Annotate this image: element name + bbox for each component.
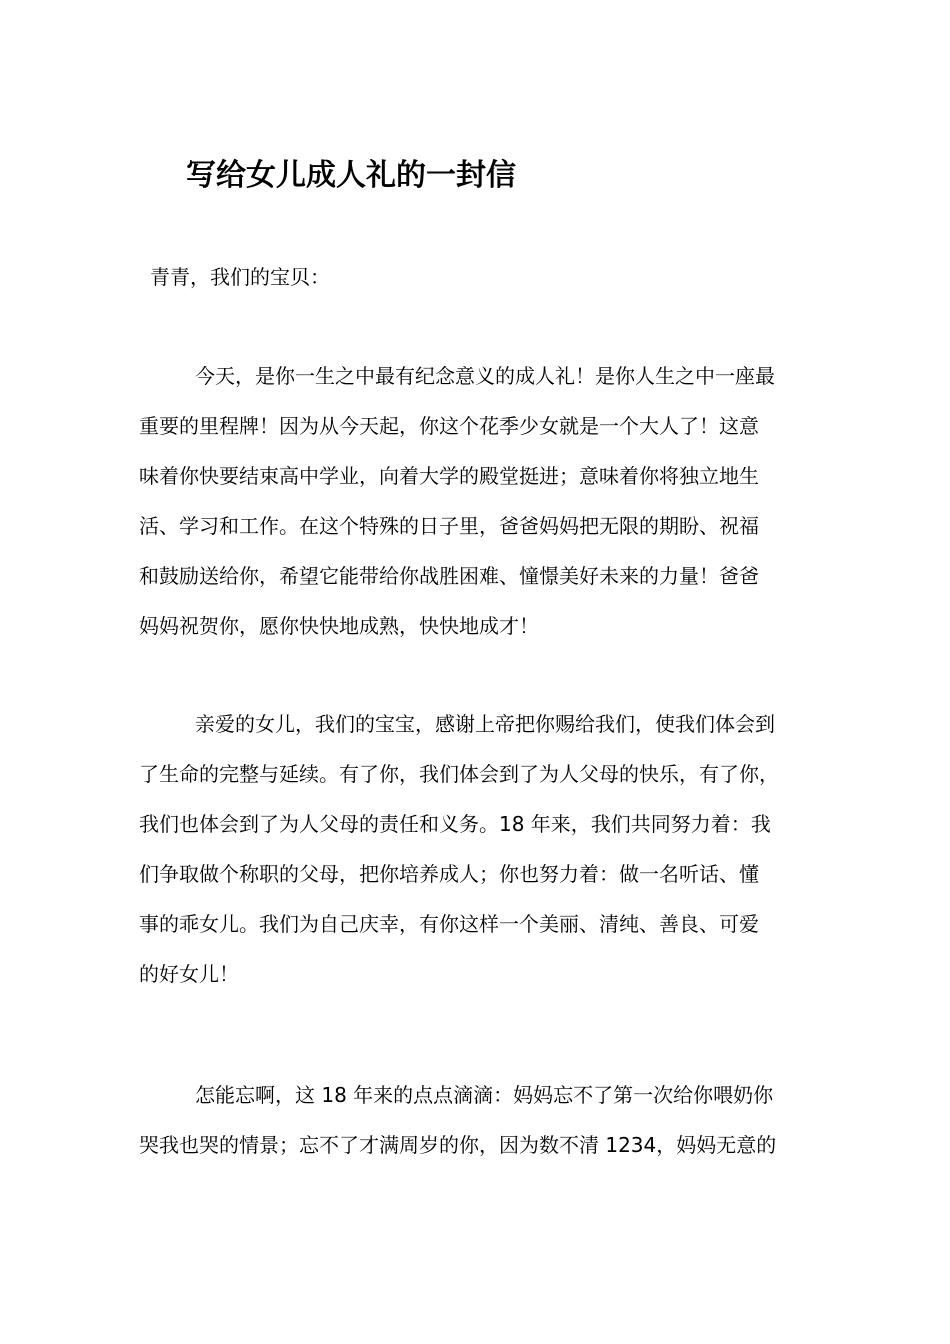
paragraph-2-line-3: 我们也体会到了为人父母的责任和义务。18 年来，我们共同努力着：我 bbox=[139, 812, 771, 836]
paragraph-3-line-2: 哭我也哭的情景；忘不了才满周岁的你，因为数不清 1234，妈妈无意的 bbox=[139, 1133, 777, 1157]
paragraph-3-line-1: 怎能忘啊，这 18 年来的点点滴滴：妈妈忘不了第一次给你喂奶你 bbox=[195, 1083, 774, 1107]
paragraph-2-line-1: 亲爱的女儿，我们的宝宝，感谢上帝把你赐给我们，使我们体会到 bbox=[195, 712, 775, 736]
letter-salutation: 青青，我们的宝贝： bbox=[150, 265, 330, 289]
paragraph-2-line-4: 们争取做个称职的父母，把你培养成人；你也努力着：做一名听话、懂 bbox=[139, 862, 759, 886]
paragraph-1-line-3: 味着你快要结束高中学业，向着大学的殿堂挺进；意味着你将独立地生 bbox=[139, 464, 759, 488]
paragraph-1-line-2: 重要的里程牌！因为从今天起，你这个花季少女就是一个大人了！这意 bbox=[139, 414, 759, 438]
paragraph-1-line-4: 活、学习和工作。在这个特殊的日子里，爸爸妈妈把无限的期盼、祝福 bbox=[139, 514, 759, 538]
paragraph-1-line-5: 和鼓励送给你，希望它能带给你战胜困难、憧憬美好未来的力量！爸爸 bbox=[139, 564, 759, 588]
paragraph-1-line-6: 妈妈祝贺你，愿你快快地成熟，快快地成才！ bbox=[139, 614, 539, 638]
paragraph-2-line-5: 事的乖女儿。我们为自己庆幸，有你这样一个美丽、清纯、善良、可爱 bbox=[139, 912, 759, 936]
letter-title: 写给女儿成人礼的一封信 bbox=[186, 158, 516, 193]
paragraph-1-line-1: 今天，是你一生之中最有纪念意义的成人礼！是你人生之中一座最 bbox=[195, 364, 775, 388]
paragraph-2-line-6: 的好女儿！ bbox=[139, 962, 239, 986]
paragraph-2-line-2: 了生命的完整与延续。有了你，我们体会到了为人父母的快乐，有了你， bbox=[139, 762, 779, 786]
